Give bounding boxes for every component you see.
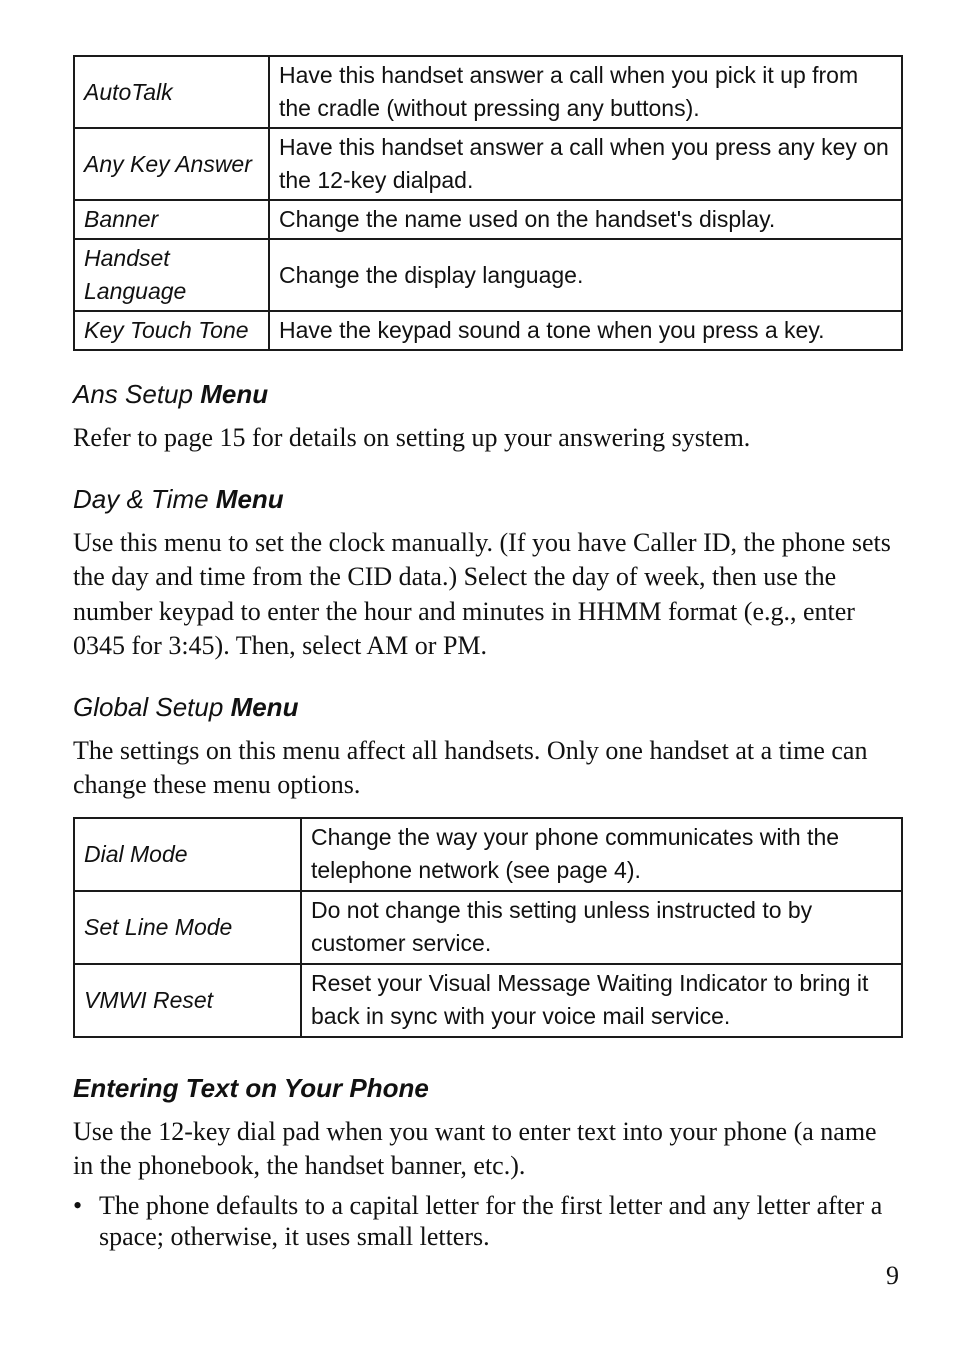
heading-bold: Menu <box>230 691 299 722</box>
setting-description: Have this handset answer a call when you pick it up from the cradle (without pressing any buttons). <box>269 56 902 128</box>
document-page <box>73 55 901 1252</box>
section-body: Refer to page 15 for details on setting up your answering system. <box>73 423 751 452</box>
table-row <box>74 200 902 239</box>
table-row <box>74 818 902 891</box>
heading-prefix: Day & Time <box>73 483 216 514</box>
section-body: Use the 12-key dial pad when you want to enter text into your phone (a name in the phonebook, the handset banner, etc.). <box>73 1116 877 1180</box>
setting-description: Change the way your phone communicates with the telephone network (see page 4). <box>301 818 902 891</box>
setting-description: Have this handset answer a call when you press any key on the 12-key dialpad. <box>269 128 902 200</box>
section-heading <box>73 377 901 411</box>
list-item-text: The phone defaults to a capital letter for the first letter and any letter after a space; otherwise, it uses small letters. <box>99 1190 883 1251</box>
ans-setup-section <box>73 377 901 456</box>
table-row <box>74 964 902 1037</box>
setting-description: Do not change this setting unless instructed to by customer service. <box>301 891 902 964</box>
setting-description: Change the name used on the handset's display. <box>269 200 902 239</box>
heading-bold: Menu <box>200 379 269 409</box>
setting-description: Reset your Visual Message Waiting Indicator to bring it back in sync with your voice mail service. <box>301 964 902 1037</box>
day-time-section <box>73 482 901 664</box>
setting-description: Have the keypad sound a tone when you press a key. <box>269 311 902 350</box>
section-heading <box>73 690 901 724</box>
section-body: The settings on this menu affect all handsets. Only one handset at a time can change these menu options. <box>73 735 868 799</box>
setting-term: Handset Language <box>74 239 269 311</box>
setting-term: VMWI Reset <box>74 964 301 1037</box>
heading-bold: Menu <box>215 483 284 514</box>
entering-text-section <box>73 1071 901 1252</box>
section-heading: Entering Text on Your Phone <box>73 1072 429 1103</box>
heading-prefix: Ans Setup <box>73 379 201 409</box>
global-setup-section <box>73 690 901 803</box>
section-body: Use this menu to set the clock manually. (If you have Caller ID, the phone sets the day and time from the CID data.) Select the day of week, then use the number keypad to enter the hour and minutes in HHMM format (e.g., enter 0345 for 3:45). Then, select AM or PM. <box>73 527 891 660</box>
table-row <box>74 891 902 964</box>
heading-prefix: Global Setup <box>73 691 231 722</box>
handset-settings-table <box>73 55 903 351</box>
setting-term: Any Key Answer <box>74 128 269 200</box>
list-item <box>73 1190 901 1252</box>
table-row <box>74 239 902 311</box>
global-settings-table <box>73 817 903 1038</box>
setting-term: Banner <box>74 200 269 239</box>
table-row <box>74 128 902 200</box>
setting-term: Set Line Mode <box>74 891 301 964</box>
setting-term: AutoTalk <box>74 56 269 128</box>
setting-term: Key Touch Tone <box>74 311 269 350</box>
bullet-icon: • <box>73 1190 83 1220</box>
setting-description: Change the display language. <box>269 239 902 311</box>
table-row <box>74 56 902 128</box>
section-heading <box>73 482 901 516</box>
page-number: 9 <box>886 1261 899 1290</box>
setting-term: Dial Mode <box>74 818 301 891</box>
table-row <box>74 311 902 350</box>
